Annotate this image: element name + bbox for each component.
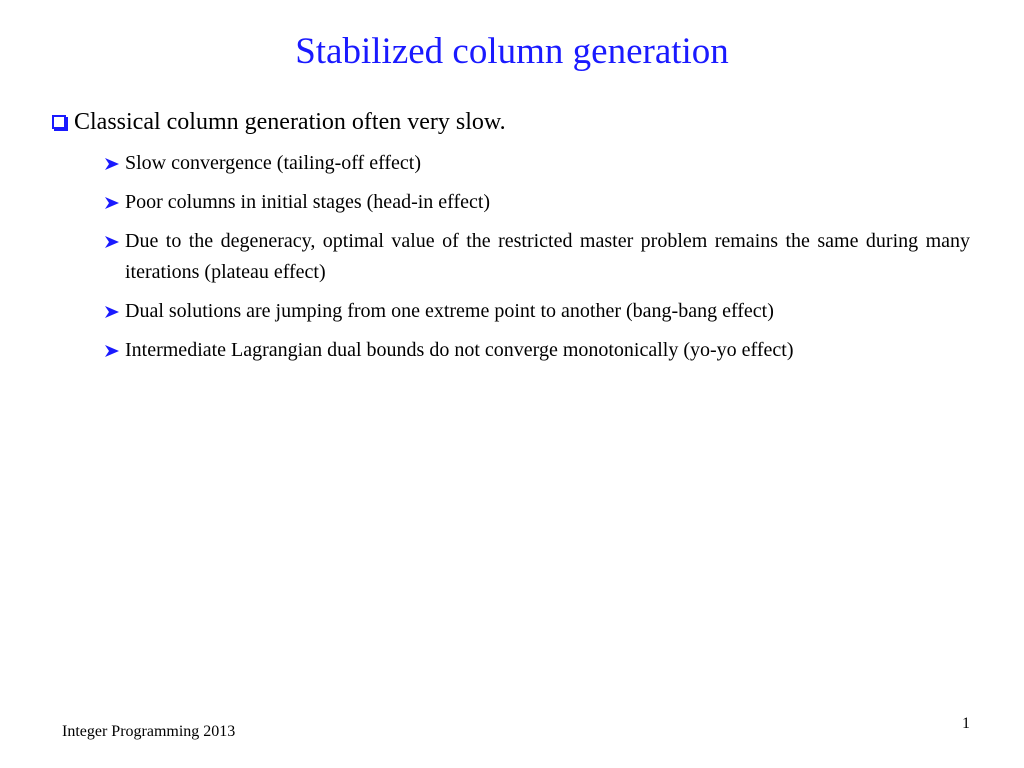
- sub-bullet-text: Dual solutions are jumping from one extreme point to another (bang-bang effect): [125, 300, 774, 322]
- sub-bullet-item: [104, 226, 970, 288]
- arrowhead-icon: [104, 344, 120, 358]
- checkbox-square-icon: [52, 115, 66, 129]
- sub-bullet-item: [104, 187, 970, 218]
- arrowhead-icon: [104, 196, 120, 210]
- sub-bullet-item: [104, 148, 970, 179]
- arrowhead-icon: [104, 305, 120, 319]
- sub-bullet-text: Slow convergence (tailing-off effect): [125, 152, 421, 174]
- sub-bullet-item: [104, 335, 970, 366]
- main-bullet-point: [50, 106, 980, 138]
- arrowhead-icon: [104, 157, 120, 171]
- main-bullet-text: Classical column generation often very slow.: [74, 109, 506, 135]
- sub-bullet-text: Due to the degeneracy, optimal value of the restricted master problem remains the same during many iterations (plateau effect): [125, 230, 970, 283]
- footer-course-name: Integer Programming 2013: [62, 723, 236, 740]
- sub-bullet-text: Poor columns in initial stages (head-in effect): [125, 191, 491, 213]
- sub-bullet-list: [104, 148, 970, 374]
- sub-bullet-text: Intermediate Lagrangian dual bounds do not converge monotonically (yo-yo effect): [125, 339, 794, 361]
- arrowhead-icon: [104, 235, 120, 249]
- page-number: 1: [962, 715, 970, 732]
- sub-bullet-item: [104, 296, 970, 327]
- slide-title: Stabilized column generation: [295, 31, 729, 72]
